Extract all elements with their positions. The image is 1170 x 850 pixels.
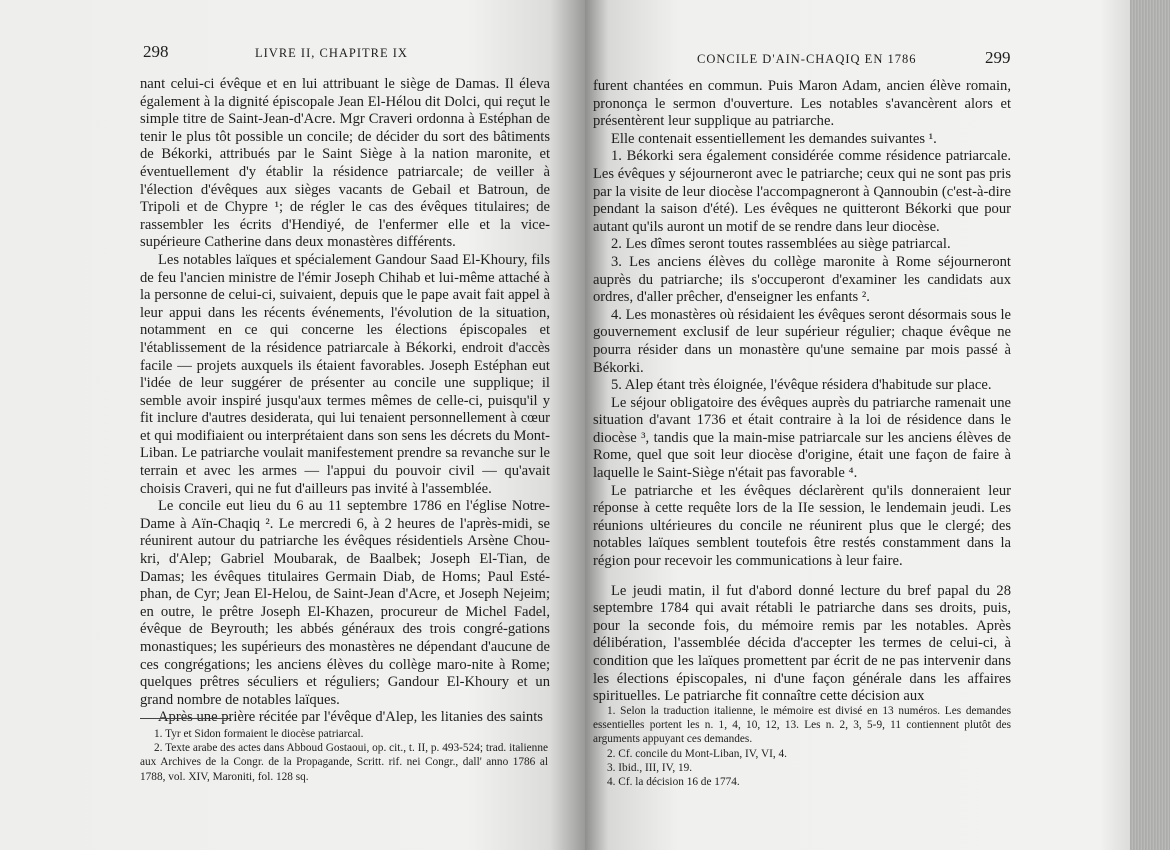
paragraph: 4. Les monastères où résidaient les évêques seront désormais sous le gouvernement exclusif de leur supérieur régulier; chaque évêque ne pourra résider dans un monastère qu'une semaine par mois passé à Békorki. xyxy=(593,306,1012,376)
footnote: 2. Cf. concile du Mont-Liban, IV, VI, 4. xyxy=(607,747,787,760)
right-running-header: CONCILE D'AIN-CHAQIQ EN 1786 xyxy=(697,52,917,66)
footnote: 1. Selon la traduction italienne, le mémoire est divisé en 13 numéros. Les demandes essentielles portent les n. 1, 4, 10, 12, 13. Les n. 2, 3, 5-9, 11 contiennent plutôt des arguments appuyant ces demandes. xyxy=(593,705,1011,746)
footnote: 2. Texte arabe des actes dans Abboud Gostaoui, op. cit., t. II, p. 493-524; trad. italienne aux Archives de la Congr. de la Propagande, Scritt. rif. nei Congr., dall' anno 1786 al 1788, vol. XIV, Maroniti, fol. 128 sq. xyxy=(140,742,548,783)
left-footnotes xyxy=(140,727,548,784)
paragraph: Le jeudi matin, il fut d'abord donné lecture du bref papal du 28 septembre 1784 qui avait rétabli le patriarche dans ses droits, puis, pour la seconde fois, du mémoire remis par les notables. Après délibération, l'assemblée décida d'accepter les termes de celui-ci, à condition que les laïques promettent par écrit de ne pas intervenir dans les élections épiscopales, ni d'une façon générale dans les affaires spirituelles. Le patriarche fit connaître cette décision aux xyxy=(593,582,1011,705)
paragraph: Le séjour obligatoire des évêques auprès du patriarche ramenait une situation d'avant 1736 et était contraire à la loi de résidence dans le diocèse ³, tandis que la main-mise patriarcale sur les anciens élèves de Rome, quel que soit leur diocèse d'origine, était une façon de faire à laquelle le Saint-Siège n'était pas favorable ⁴. xyxy=(593,394,1011,482)
footnote: 1. Tyr et Sidon formaient le diocèse patriarcal. xyxy=(154,728,364,740)
footnote: 4. Cf. la décision 16 de 1774. xyxy=(607,776,740,789)
paragraph: Le patriarche et les évêques déclarèrent qu'ils donneraient leur réponse à cette requête lors de la IIe session, le lendemain jeudi. Les réunions ultérieures du concile ne réunirent plus que le clergé; des notables laïques semblent toutefois être restés constamment dans la région pour recevoir les communications à leur faire. xyxy=(593,482,1011,570)
paragraph: nant celui-ci évêque et en lui attribuant le siège de Damas. Il éleva également à la dignité épiscopale Jean El-Hélou dit Dolci, qui reçut le simple titre de Saint-Jean-d'Acre. Mgr Craveri ordonna à Estéphan de tenir le plus tôt possible un concile; de décider du sort des bâtiments de Békorki, attribués par le Saint Siège à la nation maronite, et éventuellement d'y établir la résidence patriarcale; de veiller à l'élection d'évêques aux sièges vacants de Gebail et Batroun, de Tripoli et de Chypre ¹; de régler le cas des évêques titulaires; de rassembler les écrits d'Hendiyé, de l'enfermer elle et la vice-supérieure Catherine dans deux monastères différents. xyxy=(140,76,550,251)
paragraph: 5. Alep étant très éloignée, l'évêque résidera d'habitude sur place. xyxy=(611,377,992,394)
paragraph: furent chantées en commun. Puis Maron Adam, ancien élève romain, prononça le sermon d'ouverture. Les notables s'avancèrent alors et présentèrent leur supplique au patriarche. xyxy=(593,78,1011,130)
right-footnotes xyxy=(593,704,1011,789)
footnote-rule xyxy=(140,718,230,719)
paragraph: Elle contenait essentiellement les demandes suivantes ¹. xyxy=(611,130,937,147)
left-body xyxy=(140,76,550,727)
right-body xyxy=(593,78,1011,706)
paragraph: 3. Les anciens élèves du collège maronite à Rome séjourneront auprès du patriarche; ils s'occuperont d'examiner les candidats aux ordres, d'aller prêcher, d'enseigner les enfants ². xyxy=(593,253,1011,306)
footnote: 3. Ibid., III, IV, 19. xyxy=(607,761,693,774)
right-page xyxy=(585,0,1170,850)
paragraph: Le concile eut lieu du 6 au 11 septembre 1786 en l'église Notre-Dame à Aïn-Chaqiq ². Le mercredi 6, à 2 heures de l'après-midi, se réunirent autour du patriarche les évêques résidentiels Arsène Chou-kri, d'Alep; Gabriel Moubarak, de Baalbek; Joseph El-Tian, de Damas; les évêques titulaires Germain Diab, de Homs; Paul Esté-phan, de Cyr; Jean El-Helou, de Saint-Jean d'Acre, et Joseph Nejeim; en outre, le prêtre Joseph El-Khazen, procureur de Michel Fadel, évêque de Beyrouth; les abbés généraux des trois congré-gations monastiques; les supérieurs des monastères ne dépendant d'aucune de ces congrégations; les anciens élèves du collège maro-nite à Rome; quelques prêtres séculiers et réguliers; Gandour El-Khoury et un grand nombre de notables laïques. xyxy=(140,498,550,708)
paragraph: Les notables laïques et spécialement Gandour Saad El-Khoury, fils de feu l'ancien ministre de l'émir Joseph Chihab et lui-même attaché à la personne de celui-ci, suivaient, depuis que le pape avait fait appel à leur appui dans les récents événements, l'évolution de la situation, notamment en ce qui concerne les élections épiscopales et l'établissement de la résidence patriarcale à Békorki, endroit d'accès facile — projets auxquels ils étaient favorables. Joseph Estéphan eut l'idée de leur suggérer de présenter au concile une supplique; il semble avoir inspiré jusqu'aux termes mêmes de celle-ci, puisqu'il y fit inclure d'autres desiderata, qui lui tenaient personnellement à cœur et qui modifiaient ou interprétaient dans son sens les décrets du Mont-Liban. Le patriarche voulait manifestement prendre sa revanche sur le terrain et avec les armes — l'appui du pouvoir civil — qu'avait choisis Craveri, qui ne fut d'ailleurs pas invité à l'assemblée. xyxy=(140,251,550,497)
right-page-number: 299 xyxy=(985,48,1011,67)
footnote-separator xyxy=(593,694,1011,695)
paragraph: Après une prière récitée par l'évêque d'Alep, les litanies des saints xyxy=(158,709,543,726)
left-running-header: LIVRE II, CHAPITRE IX xyxy=(255,46,408,60)
paragraph: 1. Békorki sera également considérée comme résidence patriarcale. Les évêques y séjourneront avec le patriarche; ceux qui ne sont pas pris par la visite de leur diocèse l'accompagneront à Qannoubin (c'est-à-dire pendant la saison d'été). Les évêques ne quitteront Békorki que pour autant qu'ils auront un motif de se rendre dans leur diocèse. xyxy=(593,148,1011,235)
left-page-number: 298 xyxy=(143,42,169,61)
book-page-edges xyxy=(1130,0,1170,850)
paragraph: 2. Les dîmes seront toutes rassemblées au siège patriarcal. xyxy=(611,236,951,253)
